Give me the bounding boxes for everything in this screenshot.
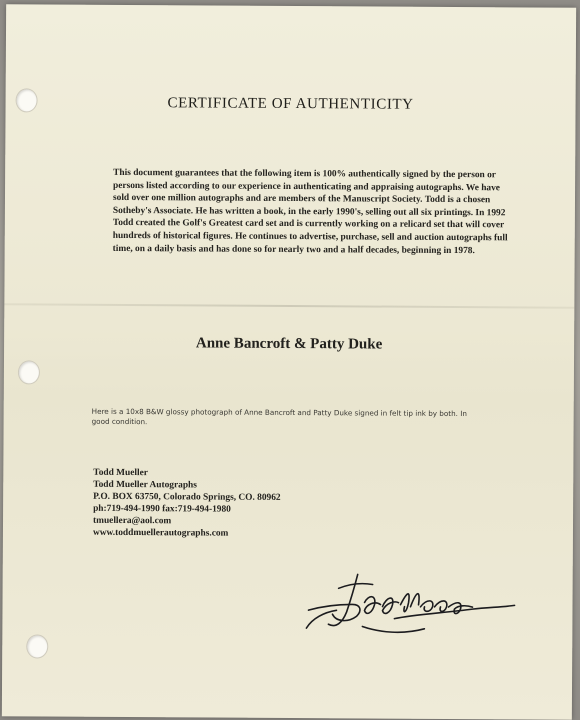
punch-hole-middle <box>18 360 40 384</box>
paper-fold-line <box>4 303 574 308</box>
certificate-page <box>2 4 576 719</box>
certificate-body-text: This document guarantees that the following item is 100% authentically signed by the person or persons listed according to our experience in authenticating and appraising autographs. We have sold over one million autographs and are members of the Manuscript Society. Todd is a chosen Sotheby's Associate. He has written a book, in the early 1990's, selling out all six printings. In 1992 Todd created the Golf's Greatest card set and is currently working on a relicard set that will cover hundreds of historical figures. He continues to advertise, purchase, sell and auction autographs full time, on a daily basis and has done so for nearly two and a half decades, beginning in 1978. <box>112 167 508 256</box>
contact-email: tmuellera@aol.com <box>92 515 172 527</box>
certificate-title: CERTIFICATE OF AUTHENTICITY <box>167 95 414 113</box>
contact-address: P.O. BOX 63750, Colorado Springs, CO. 80962 <box>93 491 281 503</box>
contact-name: Todd Mueller <box>93 467 148 479</box>
contact-company: Todd Mueller Autographs <box>93 479 197 491</box>
contact-website: www.toddmuellerautographs.com <box>92 527 229 539</box>
handwritten-signature <box>302 566 517 647</box>
punch-hole-bottom <box>26 634 48 658</box>
contact-block <box>93 467 281 540</box>
contact-phone-fax: ph:719-494-1990 fax:719-494-1980 <box>93 503 231 515</box>
item-description: Here is a 10x8 B&W glossy photograph of Anne Bancroft and Patty Duke signed in felt tip ink by both. In good condition. <box>91 406 467 427</box>
item-title: Anne Bancroft & Patty Duke <box>195 335 383 353</box>
